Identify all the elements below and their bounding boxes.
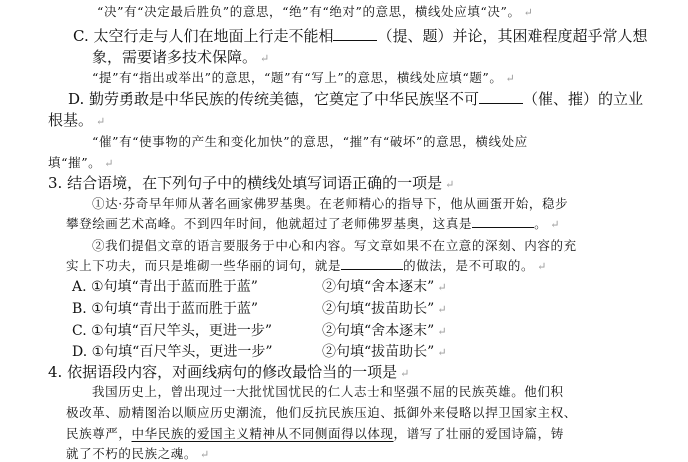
paragraph-mark: ↵: [445, 178, 455, 191]
text: ②句填“拔苗助长”: [322, 344, 435, 360]
choice-c-2: [322, 320, 447, 340]
text: 我国历史上，曾出现过一大批忧国忧民的仁人志士和坚强不屈的民族英雄。他们积: [92, 384, 564, 399]
text: 的做法，是不可取的。: [403, 258, 535, 273]
text: 4. 依据语段内容，对画线病句的修改最恰当的一项是: [48, 363, 398, 381]
sentence-2-cont: [66, 256, 547, 274]
question-3-stem: [48, 172, 454, 193]
text: ②我们提倡文章的语言要服务于中心和内容。写文章如果不在立意的深刻、内容的充: [92, 238, 577, 253]
text: （催、摧）的立业: [523, 90, 644, 108]
text: C. ①句填“百尺竿头，更进一步”: [72, 323, 272, 339]
paragraph-mark: ↵: [400, 367, 410, 380]
paragraph-mark: ↵: [260, 52, 270, 65]
text: ①达·芬奇早年师从著名画家佛罗基奥。在老师精心的指导下，他从画蛋开始，稳步: [92, 196, 569, 211]
paragraph-mark: ↵: [437, 325, 447, 338]
paragraph-mark: ↵: [437, 281, 447, 294]
answer-blank: [333, 39, 377, 41]
answer-blank: [479, 102, 523, 104]
text: B. ①句填“青出于蓝而胜于蓝”: [72, 301, 259, 317]
passage-line-2: [66, 403, 577, 421]
paragraph-mark: ↵: [437, 346, 447, 359]
underlined-sentence: 中华民族的爱国主义精神从不同侧面得以体现: [131, 426, 394, 441]
explanation-text: 填“摧”。: [48, 155, 102, 170]
paragraph-mark: ↵: [96, 115, 106, 128]
text: 实上下功夫，而只是堆砌一些华丽的词句，就是: [66, 258, 342, 273]
text: D. 勤劳勇敢是中华民族的传统美德，它奠定了中华民族坚不可: [68, 90, 480, 108]
text: 攀登绘画艺术高峰。不到四年时间，他就超过了老师佛罗基奥，这真是: [66, 216, 473, 231]
choice-b-2: [322, 298, 447, 318]
text: ，谱写了壮丽的爱国诗篇，铸: [393, 426, 564, 441]
option-c-line: [73, 25, 648, 46]
paragraph-mark: ↵: [505, 72, 516, 85]
paragraph-mark: ↵: [437, 303, 447, 316]
explanation-line: [97, 2, 533, 20]
paragraph-mark: ↵: [200, 448, 210, 461]
sentence-1: [92, 194, 568, 212]
answer-blank: [472, 226, 534, 228]
option-d-line: [68, 88, 643, 109]
text: ②句填“拔苗助长”: [322, 301, 435, 317]
choice-d-2: [322, 341, 447, 361]
passage-line-1: [92, 382, 564, 400]
text: ②句填“舍本逐末”: [322, 323, 435, 339]
choice-d: [72, 341, 273, 361]
choice-a-2: [322, 276, 447, 296]
text: A. ①句填“青出于蓝而胜于蓝”: [72, 279, 258, 295]
answer-blank: [341, 268, 403, 270]
paragraph-mark: ↵: [537, 260, 547, 273]
paragraph-mark: ↵: [550, 218, 561, 231]
question-4-stem: [48, 361, 409, 382]
explanation-text: “决”有“决定最后胜负”的意思，“绝”有“绝对”的意思，横线处应填“决”。: [97, 4, 521, 19]
option-c-line-2: [92, 46, 269, 67]
passage-line-4: [66, 444, 210, 462]
option-d-line-2: [48, 109, 105, 130]
sentence-1-cont: [66, 214, 560, 232]
explanation-line: [92, 132, 528, 150]
explanation-text: “提”有“指出或举出”的意思，“题”有“写上”的意思，横线处应填“题”。: [92, 70, 503, 85]
explanation-line-2: [48, 153, 114, 171]
text: 根基。: [48, 111, 94, 129]
choice-a: [72, 276, 258, 296]
choice-b: [72, 298, 258, 318]
text: ②句填“舍本逐末”: [322, 279, 435, 295]
explanation-line: [92, 68, 515, 86]
text: C. 太空行走与人们在地面上行走不能相: [73, 27, 334, 45]
text: 3. 结合语境，在下列句子中的横线处填写词语正确的一项是: [48, 174, 443, 192]
passage-line-3: [66, 424, 564, 442]
choice-c: [72, 320, 272, 340]
text: 。: [534, 216, 548, 231]
text: D. ①句填“百尺竿头，更进一步”: [72, 344, 273, 360]
text: 象，需要诸多技术保障。: [92, 48, 258, 66]
paragraph-mark: ↵: [523, 6, 534, 19]
text: 就了不朽的民族之魂。: [66, 446, 198, 461]
text: 民族尊严，: [66, 426, 132, 441]
text: 极改革、励精图治以顺应历史潮流，他们反抗民族压迫、抵御外来侵略以捍卫国家主权、: [66, 405, 577, 420]
text: （提、题）并论，其困难程度超乎常人想: [377, 27, 648, 45]
explanation-text: “催”有“使事物的产生和变化加快”的意思，“摧”有“破坏”的意思，横线处应: [92, 134, 528, 149]
paragraph-mark: ↵: [104, 157, 115, 170]
sentence-2: [92, 236, 577, 254]
